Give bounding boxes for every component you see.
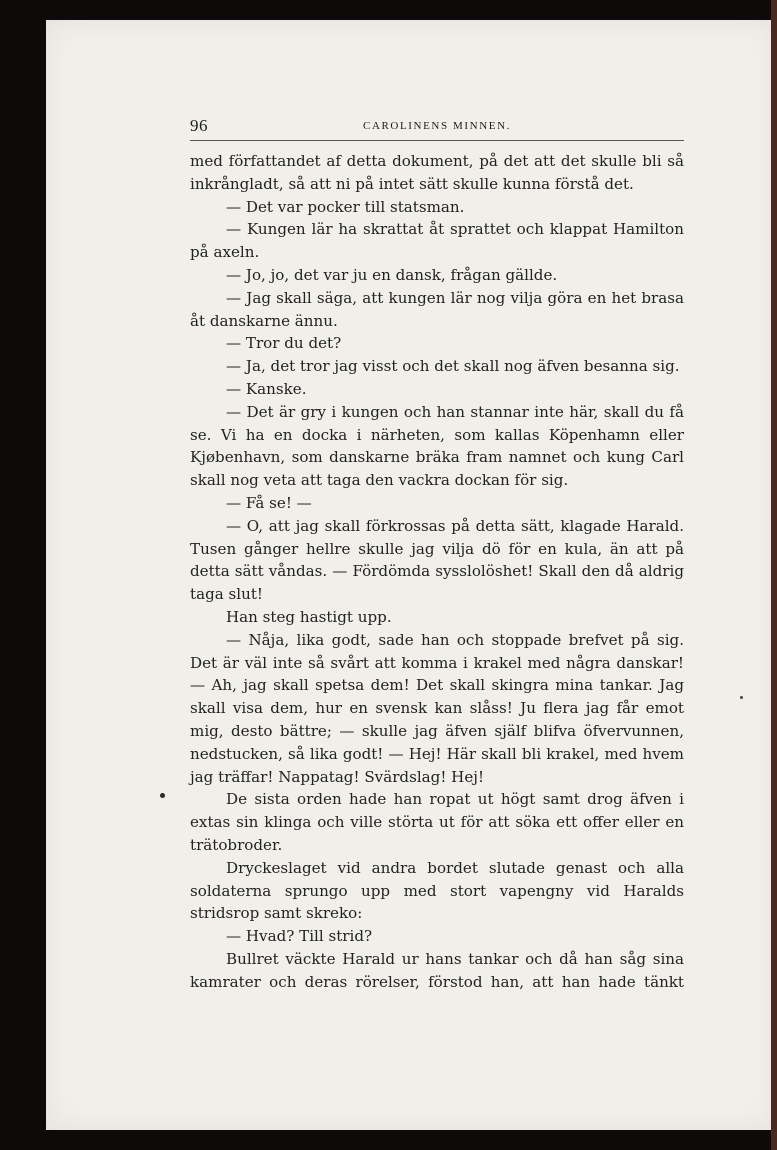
book-cover-edge <box>771 0 777 1150</box>
ink-speck <box>740 696 743 699</box>
paragraph: — Kungen lär ha skrattat åt sprattet och klappat Hamilton på axeln. <box>190 220 684 262</box>
running-head: CAROLINENS MINNEN. <box>363 120 511 132</box>
paragraph: Han steg hastigt upp. <box>226 607 392 626</box>
paragraph: — Ja, det tror jag visst och det skall nog äfven besanna sig. <box>226 357 680 376</box>
paragraph: De sista orden hade han ropat ut högt samt drog äfven i extas sin klinga och ville störta ut för att söka ett offer eller en trätobroder. <box>190 790 684 854</box>
ink-speck <box>160 793 165 798</box>
paragraph: — Tror du det? <box>226 334 342 353</box>
paragraph: — Det är gry i kungen och han stannar inte här, skall du få se. Vi ha en docka i närheten, som kallas Köpenhamn eller Kjøbenhavn, som danskarne bräka fram namnet och kung Carl skall nog veta att taga den vackra dockan för sig. <box>190 402 684 490</box>
paragraph: — Jag skall säga, att kungen lär nog vilja göra en het brasa åt danskarne ännu. <box>190 288 684 330</box>
page-number: 96 <box>190 116 208 135</box>
page-header <box>190 116 684 141</box>
paragraph: — Nåja, lika godt, sade han och stoppade brefvet på sig. Det är väl inte så svårt att komma i krakel med några danskar! — Ah, jag skall spetsa dem! Det skall skingra mina tankar. Jag skall visa dem, hur en svensk kan slåss! Ju flera jag får emot mig, desto bättre; — skulle jag äfven själf blifva öfvervunnen, nedstucken, så lika godt! — Hej! Här skall bli krakel, med hvem jag träffar! Nappatag! Svärdslag! Hej! <box>190 630 684 786</box>
paragraph: — Hvad? Till strid? <box>226 927 373 946</box>
paragraph: — Jo, jo, det var ju en dansk, frågan gällde. <box>226 265 558 284</box>
paragraph: med författandet af detta dokument, på det att det skulle bli så inkrångladt, så att ni på intet sätt skulle kunna förstå det. <box>190 152 684 193</box>
paragraph: Bullret väckte Harald ur hans tankar och då han såg sina kamrater och deras rörelser, förstod han, att han hade tänkt <box>190 949 684 991</box>
body-text <box>190 150 684 993</box>
paragraph: — Kanske. <box>226 379 307 398</box>
paragraph: — O, att jag skall förkrossas på detta sätt, klagade Harald. Tusen gånger hellre skulle jag vilja dö för en kula, än att på detta sätt våndas. — Fördömda sysslolöshet! Skall den då aldrig taga slut! <box>190 516 684 604</box>
paragraph: — Det var pocker till statsman. <box>226 197 465 216</box>
paragraph: — Få se! — <box>226 493 312 512</box>
paragraph: Dryckeslaget vid andra bordet slutade genast och alla soldaterna sprungo upp med stort vapengny vid Haralds stridsrop samt skreko: <box>190 858 684 923</box>
